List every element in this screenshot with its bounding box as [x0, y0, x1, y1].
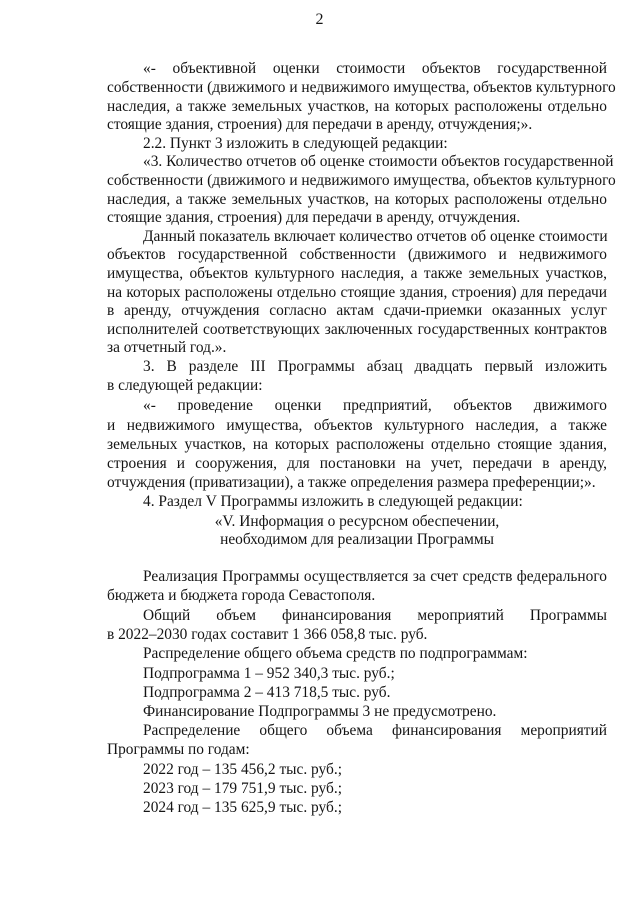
text-line: стоящие здания, строения) для передачи в аренду, отчуждения;».: [107, 116, 533, 133]
text-line: в аренду, отчуждения согласно актам сдачи-приемки оказанных услуг: [107, 302, 607, 319]
text-line: «- объективной оценки стоимости объектов государственной: [143, 60, 607, 77]
text-line: наследия, а также земельных участков, на которых расположены отдельно: [107, 98, 607, 115]
text-line: исполнителей соответствующих заключенных государственных контрактов: [107, 321, 607, 338]
text-line: отчуждения (приватизации), а также определения размера преференции;».: [107, 474, 596, 491]
text-line: объектов государственной собственности (движимого и недвижимого: [107, 246, 607, 263]
text-line: Программы по годам:: [107, 741, 250, 758]
text-line: наследия, а также земельных участков, на которых расположены отдельно: [107, 191, 607, 208]
page-number: 2: [315, 11, 324, 28]
text-line: Подпрограмма 1 – 952 340,3 тыс. руб.;: [143, 665, 395, 682]
text-line: 4. Раздел V Программы изложить в следующей редакции:: [143, 493, 523, 510]
text-line: и недвижимого имущества, объектов культурного наследия, а также: [107, 417, 607, 434]
text-line: бюджета и бюджета города Севастополя.: [107, 587, 376, 604]
text-line: 2024 год – 135 625,9 тыс. руб.;: [143, 799, 342, 816]
text-line: собственности (движимого и недвижимого имущества, объектов культурного: [107, 79, 616, 96]
text-line: за отчетный год.».: [107, 339, 227, 356]
text-line: «V. Информация о ресурсном обеспечении,: [214, 513, 500, 530]
text-line: Распределение общего объема финансирования мероприятий: [143, 722, 607, 739]
text-line: «- проведение оценки предприятий, объектов движимого: [143, 397, 607, 414]
text-line: Данный показатель включает количество отчетов об оценке стоимости: [143, 228, 608, 245]
text-line: 2023 год – 179 751,9 тыс. руб.;: [143, 780, 342, 797]
text-line: 3. В разделе III Программы абзац двадцать первый изложить: [143, 358, 607, 375]
text-line: 2022 год – 135 456,2 тыс. руб.;: [143, 761, 342, 778]
text-line: имущества, объектов культурного наследия, а также земельных участков,: [107, 265, 607, 282]
text-line: в следующей редакции:: [107, 377, 263, 394]
text-line: собственности (движимого и недвижимого имущества, объектов культурного: [107, 172, 616, 189]
text-line: Распределение общего объема средств по подпрограммам:: [143, 645, 528, 662]
text-line: Реализация Программы осуществляется за счет средств федерального: [143, 568, 607, 585]
text-line: «3. Количество отчетов об оценке стоимости объектов государственной: [143, 153, 614, 170]
text-line: 2.2. Пункт 3 изложить в следующей редакции:: [143, 135, 448, 152]
text-line: стоящие здания, строения) для передачи в аренду, отчуждения.: [107, 209, 521, 226]
text-line: земельных участков, на которых расположены отдельно стоящие здания,: [107, 436, 607, 453]
text-line: в 2022–2030 годах составит 1 366 058,8 тыс. руб.: [107, 626, 428, 643]
text-line: необходимом для реализации Программы: [220, 531, 494, 548]
text-line: строения и сооружения, для постановки на учет, передачи в аренду,: [107, 455, 607, 472]
text-line: Подпрограмма 2 – 413 718,5 тыс. руб.: [143, 684, 391, 701]
text-line: на которых расположены отдельно стоящие здания, строения) для передачи: [107, 284, 607, 301]
text-line: Финансирование Подпрограммы 3 не предусмотрено.: [143, 703, 497, 720]
text-line: Общий объем финансирования мероприятий Программы: [143, 607, 607, 624]
